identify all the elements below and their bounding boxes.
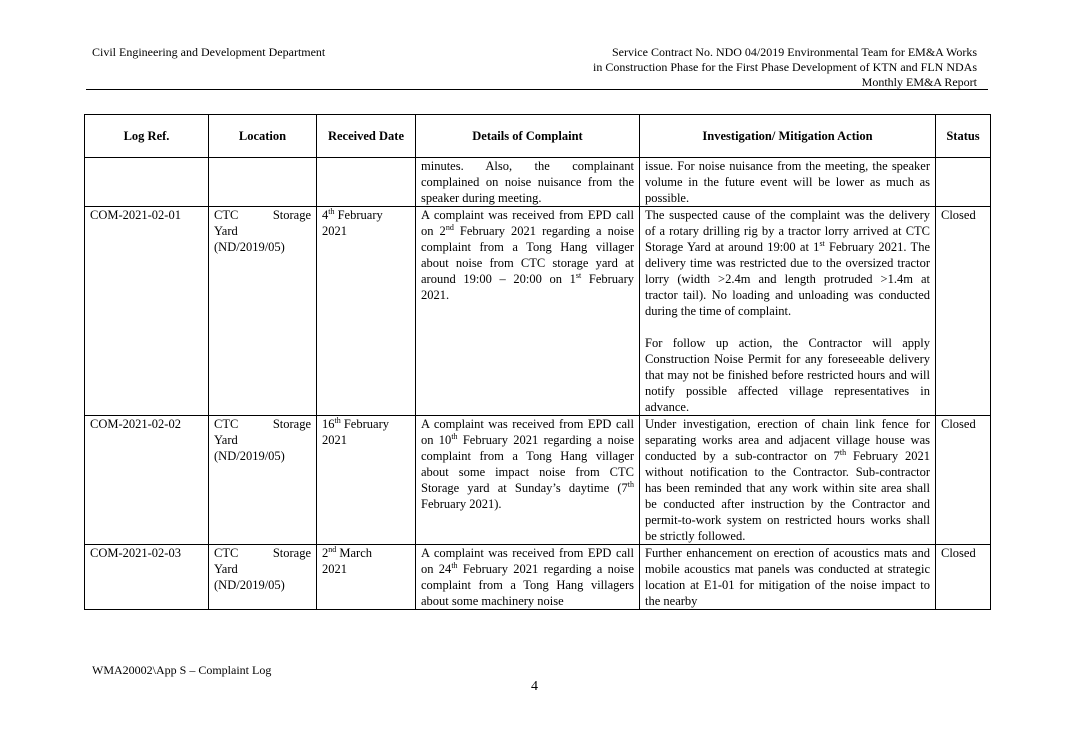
ordinal-suffix: th bbox=[627, 479, 634, 489]
location-code: (ND/2019/05) bbox=[214, 578, 285, 592]
cell-location bbox=[209, 158, 317, 207]
location-name: Yard bbox=[214, 562, 238, 576]
cell-details: minutes. Also, the complainant complained on noise nuisance from the speaker during meeting. bbox=[416, 158, 640, 207]
date-suffix: th bbox=[334, 415, 341, 425]
details-text: February 2021. bbox=[421, 272, 634, 302]
footer-document-ref: WMA20002\App S – Complaint Log bbox=[92, 663, 272, 677]
action-text: The suspected cause of the complaint was the delivery of a rotary drilling rig by a tractor lorry arrived at CTC Storage Yard at around 19:00 at 1 bbox=[645, 208, 930, 254]
col-header-received-date: Received Date bbox=[317, 115, 416, 158]
details-text: A complaint was received from EPD call on 2 bbox=[421, 208, 634, 238]
date-suffix: nd bbox=[328, 544, 337, 554]
cell-location bbox=[209, 416, 317, 545]
ordinal-suffix: st bbox=[819, 238, 825, 248]
details-text: February 2021 regarding a noise complaint from a Tong Hang villagers about some machinery noise bbox=[421, 562, 635, 608]
ordinal-suffix: st bbox=[575, 270, 582, 280]
cell-ref: COM-2021-02-02 bbox=[85, 416, 209, 545]
date-month: February bbox=[334, 208, 383, 222]
cell-details bbox=[416, 545, 640, 610]
action-paragraph bbox=[645, 207, 930, 319]
location-name: CTC bbox=[214, 417, 239, 431]
location-name: CTC bbox=[214, 208, 239, 222]
location-name: Yard bbox=[214, 224, 238, 238]
cell-status: Closed bbox=[936, 416, 991, 545]
cell-status bbox=[936, 158, 991, 207]
col-header-status: Status bbox=[936, 115, 991, 158]
ordinal-suffix: nd bbox=[445, 222, 454, 232]
header-contract-line: Service Contract No. NDO 04/2019 Environmental Team for EM&A Works bbox=[611, 45, 977, 59]
cell-status: Closed bbox=[936, 545, 991, 610]
col-header-action: Investigation/ Mitigation Action bbox=[640, 115, 936, 158]
location-name: Storage bbox=[272, 208, 311, 222]
date-suffix: th bbox=[328, 206, 335, 216]
cell-location bbox=[209, 545, 317, 610]
cell-date bbox=[317, 545, 416, 610]
cell-details bbox=[416, 207, 640, 416]
header-phase-line: in Construction Phase for the First Phase Development of KTN and FLN NDAs bbox=[593, 60, 977, 74]
cell-action: Further enhancement on erection of acoustics mats and mobile acoustics mat panels was conducted at strategic location at E1-01 for mitigation of the noise impact to the nearby bbox=[640, 545, 936, 610]
location-code: (ND/2019/05) bbox=[214, 240, 285, 254]
cell-action bbox=[640, 416, 936, 545]
action-paragraph: For follow up action, the Contractor will apply Construction Noise Permit for any foreseeable delivery that may not be finished before restricted hours and will notify possible affected village representatives in advance. bbox=[645, 336, 930, 414]
table-row bbox=[85, 545, 991, 610]
table-row-continued bbox=[85, 158, 991, 207]
cell-date bbox=[317, 416, 416, 545]
date-year: 2021 bbox=[322, 224, 347, 238]
details-text: February 2021 regarding a noise complaint from a Tong Hang villager about some impact noise from CTC Storage yard at Sunday’s daytime (7 bbox=[421, 433, 635, 495]
cell-status: Closed bbox=[936, 207, 991, 416]
header-right bbox=[593, 45, 977, 90]
cell-details bbox=[416, 416, 640, 545]
cell-action bbox=[640, 207, 936, 416]
location-name: CTC bbox=[214, 546, 239, 560]
date-day: 4 bbox=[322, 208, 329, 222]
location-name: Storage bbox=[272, 546, 311, 560]
date-month: February bbox=[340, 417, 389, 431]
date-day: 16 bbox=[322, 417, 335, 431]
header-left: Civil Engineering and Development Department bbox=[92, 45, 326, 59]
cell-location bbox=[209, 207, 317, 416]
date-day: 2 bbox=[322, 546, 329, 560]
header-report-line: Monthly EM&A Report bbox=[861, 75, 977, 89]
ordinal-suffix: th bbox=[451, 431, 458, 441]
details-text: A complaint was received from EPD call on 24 bbox=[421, 546, 634, 576]
header-rule bbox=[86, 89, 988, 90]
cell-ref: COM-2021-02-01 bbox=[85, 207, 209, 416]
ordinal-suffix: th bbox=[839, 447, 847, 457]
details-text: February 2021). bbox=[421, 497, 502, 511]
action-text: February 2021. The delivery time was restricted due to the oversized tractor lorry (width >2.4m and length protruded >1.4m at tractor tail). No loading and unloading was conducted during the time of complaint. bbox=[645, 240, 930, 318]
location-name: Yard bbox=[214, 433, 238, 447]
date-month: March bbox=[336, 546, 372, 560]
cell-ref: COM-2021-02-03 bbox=[85, 545, 209, 610]
cell-date bbox=[317, 158, 416, 207]
col-header-log-ref: Log Ref. bbox=[85, 115, 209, 158]
table-header-row bbox=[85, 115, 991, 158]
details-text: February 2021 regarding a noise complaint from a Tong Hang villager about noise from CTC storage yard at around 19:00 – 20:00 on 1 bbox=[421, 224, 635, 286]
action-text: Under investigation, erection of chain link fence for separating works area and adjacent village house was conducted by a sub-contractor on 7 bbox=[645, 417, 930, 463]
cell-date bbox=[317, 207, 416, 416]
date-year: 2021 bbox=[322, 433, 347, 447]
cell-action: issue. For noise nuisance from the meeting, the speaker volume in the future event will be lower as much as possible. bbox=[640, 158, 936, 207]
table-row bbox=[85, 416, 991, 545]
col-header-details: Details of Complaint bbox=[416, 115, 640, 158]
complaint-log-table bbox=[84, 114, 991, 610]
location-code: (ND/2019/05) bbox=[214, 449, 285, 463]
details-text: A complaint was received from EPD call on 10 bbox=[421, 417, 634, 447]
action-text: February 2021 without notification to the Contractor. Sub-contractor has been reminded that any work within site area shall be conducted after instruction by the Contractor and permit-to-work system on restricted hours works shall be strictly followed. bbox=[645, 449, 931, 543]
page-number: 4 bbox=[531, 679, 538, 694]
ordinal-suffix: th bbox=[451, 560, 458, 570]
date-year: 2021 bbox=[322, 562, 347, 576]
col-header-location: Location bbox=[209, 115, 317, 158]
cell-ref bbox=[85, 158, 209, 207]
table-row bbox=[85, 207, 991, 416]
location-name: Storage bbox=[272, 417, 311, 431]
